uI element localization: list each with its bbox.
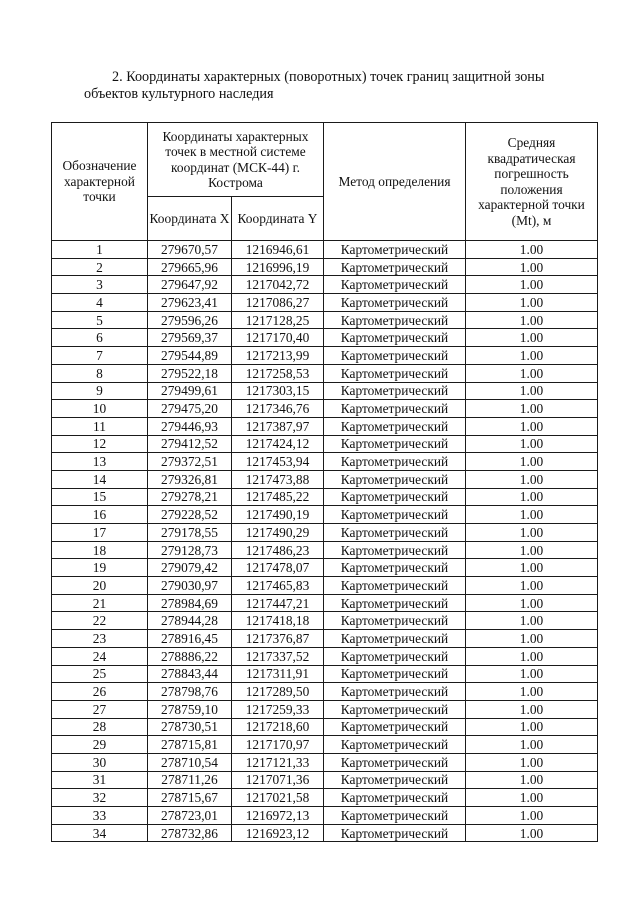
cell-accuracy: 1.00 bbox=[466, 647, 598, 665]
table-row bbox=[52, 665, 598, 683]
cell-point-number: 6 bbox=[52, 329, 148, 347]
cell-accuracy: 1.00 bbox=[466, 400, 598, 418]
cell-coordinate-x: 279446,93 bbox=[148, 417, 232, 435]
cell-point-number: 5 bbox=[52, 311, 148, 329]
cell-method: Картометрический bbox=[324, 683, 466, 701]
cell-method: Картометрический bbox=[324, 488, 466, 506]
cell-coordinate-y: 1216946,61 bbox=[232, 241, 324, 259]
cell-method: Картометрический bbox=[324, 789, 466, 807]
cell-coordinate-x: 279326,81 bbox=[148, 470, 232, 488]
header-coordinate-x-text: Координата X bbox=[149, 210, 230, 226]
table-row bbox=[52, 453, 598, 471]
cell-point-number: 15 bbox=[52, 488, 148, 506]
header-method bbox=[324, 123, 466, 241]
table-row bbox=[52, 789, 598, 807]
table-row bbox=[52, 630, 598, 648]
cell-method: Картометрический bbox=[324, 736, 466, 754]
cell-accuracy: 1.00 bbox=[466, 700, 598, 718]
table-row bbox=[52, 241, 598, 259]
cell-accuracy: 1.00 bbox=[466, 559, 598, 577]
cell-point-number: 18 bbox=[52, 541, 148, 559]
cell-coordinate-x: 279569,37 bbox=[148, 329, 232, 347]
cell-coordinate-x: 279412,52 bbox=[148, 435, 232, 453]
cell-point-number: 32 bbox=[52, 789, 148, 807]
cell-coordinate-y: 1217447,21 bbox=[232, 594, 324, 612]
cell-accuracy: 1.00 bbox=[466, 665, 598, 683]
table-row bbox=[52, 347, 598, 365]
table-row bbox=[52, 718, 598, 736]
cell-coordinate-x: 279128,73 bbox=[148, 541, 232, 559]
cell-accuracy: 1.00 bbox=[466, 241, 598, 259]
cell-accuracy: 1.00 bbox=[466, 347, 598, 365]
cell-method: Картометрический bbox=[324, 647, 466, 665]
cell-coordinate-x: 278715,67 bbox=[148, 789, 232, 807]
table-row bbox=[52, 488, 598, 506]
cell-coordinate-y: 1217490,29 bbox=[232, 524, 324, 542]
cell-method: Картометрический bbox=[324, 258, 466, 276]
cell-coordinate-y: 1217170,97 bbox=[232, 736, 324, 754]
cell-point-number: 28 bbox=[52, 718, 148, 736]
cell-accuracy: 1.00 bbox=[466, 417, 598, 435]
cell-method: Картометрический bbox=[324, 276, 466, 294]
header-coordinate-y-text: Координата Y bbox=[237, 210, 318, 226]
table-row bbox=[52, 807, 598, 825]
cell-accuracy: 1.00 bbox=[466, 718, 598, 736]
cell-accuracy: 1.00 bbox=[466, 294, 598, 312]
cell-coordinate-y: 1217376,87 bbox=[232, 630, 324, 648]
table-row bbox=[52, 647, 598, 665]
cell-coordinate-y: 1217486,23 bbox=[232, 541, 324, 559]
cell-method: Картометрический bbox=[324, 771, 466, 789]
cell-coordinate-x: 278732,86 bbox=[148, 824, 232, 842]
header-coordinates-group-text: Координаты характерных точек в местной системе координат (МСК-44) г. Кострома bbox=[162, 128, 309, 190]
cell-coordinate-x: 279499,61 bbox=[148, 382, 232, 400]
table-row bbox=[52, 506, 598, 524]
cell-coordinate-y: 1217121,33 bbox=[232, 753, 324, 771]
table-row bbox=[52, 417, 598, 435]
table-row bbox=[52, 771, 598, 789]
cell-accuracy: 1.00 bbox=[466, 824, 598, 842]
cell-accuracy: 1.00 bbox=[466, 470, 598, 488]
cell-accuracy: 1.00 bbox=[466, 524, 598, 542]
cell-method: Картометрический bbox=[324, 400, 466, 418]
cell-point-number: 21 bbox=[52, 594, 148, 612]
cell-coordinate-x: 279475,20 bbox=[148, 400, 232, 418]
cell-coordinate-y: 1217128,25 bbox=[232, 311, 324, 329]
cell-method: Картометрический bbox=[324, 241, 466, 259]
table-row bbox=[52, 559, 598, 577]
cell-method: Картометрический bbox=[324, 665, 466, 683]
table-row bbox=[52, 311, 598, 329]
table-row bbox=[52, 524, 598, 542]
cell-method: Картометрический bbox=[324, 612, 466, 630]
cell-coordinate-x: 278944,28 bbox=[148, 612, 232, 630]
cell-method: Картометрический bbox=[324, 630, 466, 648]
table-row bbox=[52, 753, 598, 771]
table-row bbox=[52, 329, 598, 347]
header-accuracy bbox=[466, 123, 598, 241]
cell-method: Картометрический bbox=[324, 524, 466, 542]
cell-coordinate-y: 1217042,72 bbox=[232, 276, 324, 294]
cell-point-number: 34 bbox=[52, 824, 148, 842]
cell-coordinate-y: 1217258,53 bbox=[232, 364, 324, 382]
cell-method: Картометрический bbox=[324, 700, 466, 718]
cell-coordinate-y: 1217337,52 bbox=[232, 647, 324, 665]
cell-method: Картометрический bbox=[324, 470, 466, 488]
cell-accuracy: 1.00 bbox=[466, 753, 598, 771]
cell-accuracy: 1.00 bbox=[466, 258, 598, 276]
header-point-designation-text: Обозначение характерной точки bbox=[62, 158, 137, 205]
section-heading-line-1: 2. Координаты характерных (поворотных) точек границ защитной зоны bbox=[112, 69, 545, 85]
table-row bbox=[52, 382, 598, 400]
cell-accuracy: 1.00 bbox=[466, 276, 598, 294]
cell-coordinate-y: 1216996,19 bbox=[232, 258, 324, 276]
cell-coordinate-x: 279623,41 bbox=[148, 294, 232, 312]
cell-point-number: 27 bbox=[52, 700, 148, 718]
cell-point-number: 14 bbox=[52, 470, 148, 488]
cell-point-number: 13 bbox=[52, 453, 148, 471]
cell-coordinate-x: 279665,96 bbox=[148, 258, 232, 276]
cell-coordinate-y: 1217259,33 bbox=[232, 700, 324, 718]
cell-point-number: 29 bbox=[52, 736, 148, 754]
cell-accuracy: 1.00 bbox=[466, 453, 598, 471]
cell-point-number: 24 bbox=[52, 647, 148, 665]
cell-coordinate-y: 1217465,83 bbox=[232, 577, 324, 595]
header-method-text: Метод определения bbox=[338, 173, 451, 189]
cell-method: Картометрический bbox=[324, 347, 466, 365]
cell-point-number: 12 bbox=[52, 435, 148, 453]
section-heading-line-2: объектов культурного наследия bbox=[84, 86, 274, 102]
cell-method: Картометрический bbox=[324, 718, 466, 736]
cell-coordinate-y: 1217485,22 bbox=[232, 488, 324, 506]
cell-coordinate-x: 278730,51 bbox=[148, 718, 232, 736]
cell-coordinate-y: 1217021,58 bbox=[232, 789, 324, 807]
cell-point-number: 17 bbox=[52, 524, 148, 542]
cell-coordinate-y: 1217387,97 bbox=[232, 417, 324, 435]
section-heading bbox=[84, 69, 604, 103]
cell-accuracy: 1.00 bbox=[466, 364, 598, 382]
cell-point-number: 30 bbox=[52, 753, 148, 771]
cell-method: Картометрический bbox=[324, 294, 466, 312]
cell-accuracy: 1.00 bbox=[466, 577, 598, 595]
table-row bbox=[52, 258, 598, 276]
cell-coordinate-y: 1217424,12 bbox=[232, 435, 324, 453]
cell-accuracy: 1.00 bbox=[466, 382, 598, 400]
cell-accuracy: 1.00 bbox=[466, 612, 598, 630]
cell-point-number: 26 bbox=[52, 683, 148, 701]
cell-method: Картометрический bbox=[324, 594, 466, 612]
cell-coordinate-x: 278715,81 bbox=[148, 736, 232, 754]
header-coordinates-group bbox=[148, 123, 324, 197]
cell-coordinate-x: 279372,51 bbox=[148, 453, 232, 471]
cell-method: Картометрический bbox=[324, 577, 466, 595]
table-row bbox=[52, 736, 598, 754]
header-point-designation bbox=[52, 123, 148, 241]
cell-accuracy: 1.00 bbox=[466, 541, 598, 559]
cell-method: Картометрический bbox=[324, 753, 466, 771]
cell-method: Картометрический bbox=[324, 807, 466, 825]
cell-method: Картометрический bbox=[324, 382, 466, 400]
cell-method: Картометрический bbox=[324, 311, 466, 329]
cell-point-number: 4 bbox=[52, 294, 148, 312]
cell-coordinate-x: 279278,21 bbox=[148, 488, 232, 506]
cell-point-number: 11 bbox=[52, 417, 148, 435]
header-accuracy-text: Средняя квадратическая погрешность положения характерной точки (Mt), м bbox=[478, 135, 585, 228]
table-row bbox=[52, 294, 598, 312]
cell-coordinate-y: 1217170,40 bbox=[232, 329, 324, 347]
cell-method: Картометрический bbox=[324, 506, 466, 524]
cell-coordinate-x: 279030,97 bbox=[148, 577, 232, 595]
cell-accuracy: 1.00 bbox=[466, 771, 598, 789]
cell-method: Картометрический bbox=[324, 559, 466, 577]
cell-coordinate-y: 1217346,76 bbox=[232, 400, 324, 418]
cell-accuracy: 1.00 bbox=[466, 329, 598, 347]
cell-point-number: 9 bbox=[52, 382, 148, 400]
cell-coordinate-y: 1217473,88 bbox=[232, 470, 324, 488]
table-body bbox=[52, 241, 598, 842]
table-row bbox=[52, 683, 598, 701]
cell-accuracy: 1.00 bbox=[466, 488, 598, 506]
cell-coordinate-y: 1217071,36 bbox=[232, 771, 324, 789]
table-row bbox=[52, 824, 598, 842]
cell-coordinate-y: 1217490,19 bbox=[232, 506, 324, 524]
cell-method: Картометрический bbox=[324, 364, 466, 382]
table-row bbox=[52, 594, 598, 612]
cell-point-number: 23 bbox=[52, 630, 148, 648]
cell-method: Картометрический bbox=[324, 329, 466, 347]
table-row bbox=[52, 435, 598, 453]
cell-coordinate-y: 1217218,60 bbox=[232, 718, 324, 736]
header-coordinate-x bbox=[148, 197, 232, 241]
cell-accuracy: 1.00 bbox=[466, 435, 598, 453]
cell-accuracy: 1.00 bbox=[466, 683, 598, 701]
cell-coordinate-x: 278798,76 bbox=[148, 683, 232, 701]
cell-point-number: 20 bbox=[52, 577, 148, 595]
cell-method: Картометрический bbox=[324, 435, 466, 453]
table-row bbox=[52, 400, 598, 418]
cell-point-number: 25 bbox=[52, 665, 148, 683]
coordinates-table bbox=[51, 122, 598, 842]
cell-accuracy: 1.00 bbox=[466, 736, 598, 754]
cell-point-number: 8 bbox=[52, 364, 148, 382]
cell-point-number: 1 bbox=[52, 241, 148, 259]
cell-coordinate-x: 279228,52 bbox=[148, 506, 232, 524]
cell-point-number: 2 bbox=[52, 258, 148, 276]
cell-point-number: 31 bbox=[52, 771, 148, 789]
table-row bbox=[52, 700, 598, 718]
cell-accuracy: 1.00 bbox=[466, 807, 598, 825]
cell-method: Картометрический bbox=[324, 417, 466, 435]
cell-coordinate-x: 279522,18 bbox=[148, 364, 232, 382]
cell-coordinate-y: 1216972,13 bbox=[232, 807, 324, 825]
cell-point-number: 19 bbox=[52, 559, 148, 577]
cell-point-number: 10 bbox=[52, 400, 148, 418]
table-row bbox=[52, 470, 598, 488]
cell-coordinate-x: 278710,54 bbox=[148, 753, 232, 771]
cell-point-number: 7 bbox=[52, 347, 148, 365]
cell-coordinate-x: 278723,01 bbox=[148, 807, 232, 825]
cell-point-number: 33 bbox=[52, 807, 148, 825]
cell-coordinate-x: 279544,89 bbox=[148, 347, 232, 365]
table-row bbox=[52, 577, 598, 595]
cell-method: Картометрический bbox=[324, 541, 466, 559]
cell-point-number: 22 bbox=[52, 612, 148, 630]
cell-coordinate-x: 278711,26 bbox=[148, 771, 232, 789]
cell-coordinate-x: 278843,44 bbox=[148, 665, 232, 683]
cell-coordinate-y: 1217478,07 bbox=[232, 559, 324, 577]
cell-coordinate-x: 279647,92 bbox=[148, 276, 232, 294]
cell-point-number: 3 bbox=[52, 276, 148, 294]
cell-accuracy: 1.00 bbox=[466, 311, 598, 329]
table-row bbox=[52, 364, 598, 382]
cell-coordinate-x: 278759,10 bbox=[148, 700, 232, 718]
cell-point-number: 16 bbox=[52, 506, 148, 524]
header-coordinate-y bbox=[232, 197, 324, 241]
cell-coordinate-x: 278886,22 bbox=[148, 647, 232, 665]
cell-coordinate-x: 279596,26 bbox=[148, 311, 232, 329]
cell-method: Картометрический bbox=[324, 824, 466, 842]
cell-method: Картометрический bbox=[324, 453, 466, 471]
table-row bbox=[52, 276, 598, 294]
cell-coordinate-x: 279178,55 bbox=[148, 524, 232, 542]
table-row bbox=[52, 612, 598, 630]
cell-coordinate-x: 278916,45 bbox=[148, 630, 232, 648]
cell-coordinate-y: 1217418,18 bbox=[232, 612, 324, 630]
cell-coordinate-y: 1217289,50 bbox=[232, 683, 324, 701]
cell-coordinate-y: 1216923,12 bbox=[232, 824, 324, 842]
cell-accuracy: 1.00 bbox=[466, 789, 598, 807]
table-row bbox=[52, 541, 598, 559]
cell-coordinate-x: 278984,69 bbox=[148, 594, 232, 612]
cell-coordinate-y: 1217311,91 bbox=[232, 665, 324, 683]
cell-coordinate-y: 1217303,15 bbox=[232, 382, 324, 400]
cell-coordinate-y: 1217086,27 bbox=[232, 294, 324, 312]
cell-accuracy: 1.00 bbox=[466, 630, 598, 648]
cell-coordinate-x: 279670,57 bbox=[148, 241, 232, 259]
cell-coordinate-y: 1217453,94 bbox=[232, 453, 324, 471]
cell-accuracy: 1.00 bbox=[466, 506, 598, 524]
cell-coordinate-x: 279079,42 bbox=[148, 559, 232, 577]
cell-coordinate-y: 1217213,99 bbox=[232, 347, 324, 365]
cell-accuracy: 1.00 bbox=[466, 594, 598, 612]
